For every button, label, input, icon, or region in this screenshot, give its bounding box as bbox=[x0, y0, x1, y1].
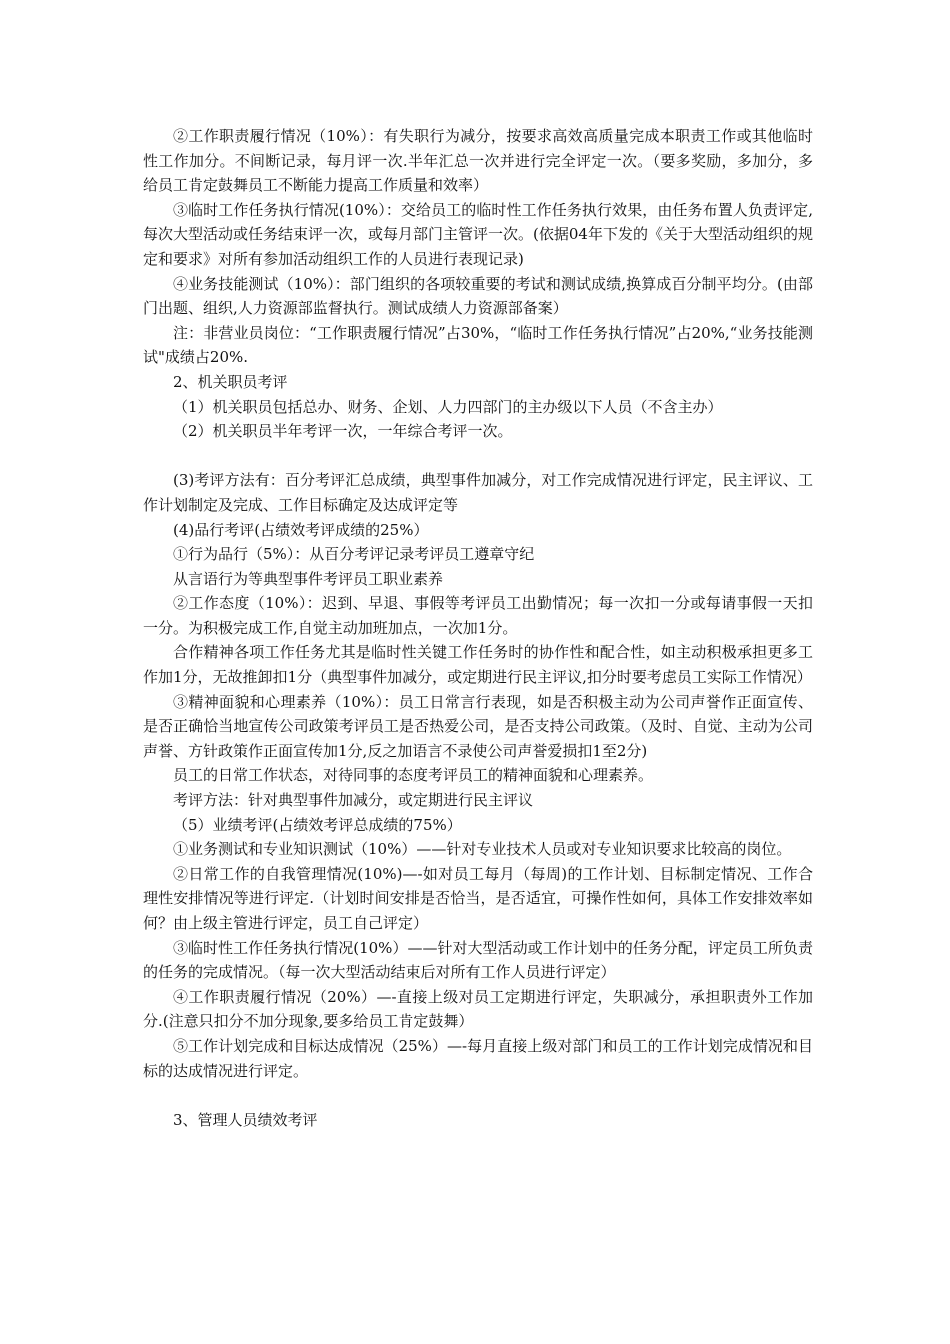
paragraph-self-management: ②日常工作的自我管理情况(10%)—-如对员工每月（每周)的工作计划、目标制定情况、工作合理性安排情况等进行评定.（计划时间安排是否恰当，是否适宜，可操作性如何，具体工作安排效率如何？由上级主管进行评定，员工自己评定） bbox=[143, 864, 813, 932]
paragraph-behavior-conduct: ①行为品行（5%）：从百分考评记录考评员工遵章守纪 bbox=[173, 545, 535, 564]
paragraph-note-non-sales-positions: 注：非营业员岗位：“工作职责履行情况”占30%，“临时工作任务执行情况”占20%,“业务技能测试"成绩占20%. bbox=[143, 323, 813, 367]
paragraph-work-duty-performance: ②工作职责履行情况（10%）：有失职行为减分，按要求高效高质量完成本职责工作或其他临时性工作加分。不间断记录，每月评一次.半年汇总一次并进行完全评定一次。（要多奖励，多加分，多给员工肯定鼓舞员工不断能力提高工作质量和效率） bbox=[143, 127, 813, 195]
paragraph-work-attitude: ②工作态度（10%）：迟到、早退、事假等考评员工出勤情况；每一次扣一分或每请事假一天扣一分。为积极完成工作,自觉主动加班加点，一次加1分。 bbox=[143, 594, 813, 637]
blank-line bbox=[143, 1083, 813, 1108]
paragraph-spirit-and-psychology: ③精神面貌和心理素养（10%）：员工日常言行表现，如是否积极主动为公司声誉作正面宣传、是否正确恰当地宣传公司政策考评员工是否热爱公司，是否支持公司政策。（及时、自觉、主动为公司声誉、方针政策作正面宣传加1分,反之加语言不录使公司声誉爱损扣1至2分) bbox=[143, 692, 813, 760]
paragraph-temporary-task: ③临时性工作任务执行情况(10%）——针对大型活动或工作计划中的任务分配，评定员工所负责的任务的完成情况。（每一次大型活动结束后对所有工作人员进行评定） bbox=[143, 938, 813, 982]
paragraph-plan-and-goal: ⑤工作计划完成和目标达成情况（25%）—-每月直接上级对部门和员工的工作计划完成情况和目标的达成情况进行评定。 bbox=[143, 1036, 813, 1080]
paragraph-daily-work-state: 员工的日常工作状态，对待同事的态度考评员工的精神面貌和心理素养。 bbox=[173, 766, 654, 785]
paragraph-duty-fulfillment: ④工作职责履行情况（20%）—-直接上级对员工定期进行评定，失职减分，承担职责外工作加分.(注意只扣分不加分现象,要多给员工肯定鼓舞） bbox=[143, 987, 813, 1031]
blank-line bbox=[143, 444, 813, 469]
paragraph-temporary-task-execution: ③临时工作任务执行情况(10%）：交给员工的临时性工作任务执行效果，由任务布置人负责评定,每次大型活动或任务结束评一次，或每月部门主管评一次。(依据04年下发的《关于大型活动组织的规定和要求》对所有参加活动组织工作的人员进行表现记录) bbox=[143, 200, 813, 268]
heading-office-staff-evaluation: 2、机关职员考评 bbox=[173, 372, 288, 391]
paragraph-office-staff-scope: （1）机关职员包括总办、财务、企划、人力四部门的主办级以下人员（不含主办） bbox=[173, 397, 723, 416]
document-body bbox=[143, 124, 813, 1132]
paragraph-business-skill-test: ④业务技能测试（10%）：部门组织的各项较重要的考试和测试成绩,换算成百分制平均分。(由部门出题、组织,人力资源部监督执行。测试成绩人力资源部备案） bbox=[143, 274, 813, 318]
heading-performance-evaluation: （5）业绩考评(占绩效考评总成绩的75%） bbox=[173, 815, 462, 834]
paragraph-evaluation-method: 考评方法：针对典型事件加减分，或定期进行民主评议 bbox=[173, 791, 534, 810]
paragraph-knowledge-test: ①业务测试和专业知识测试（10%）——针对专业技术人员或对专业知识要求比较高的岗位。 bbox=[173, 840, 792, 859]
paragraph-evaluation-methods: (3)考评方法有：百分考评汇总成绩，典型事件加减分，对工作完成情况进行评定，民主评议、工作计划制定及完成、工作目标确定及达成评定等 bbox=[143, 471, 813, 514]
paragraph-cooperation-spirit: 合作精神各项工作任务尤其是临时性关键工作任务时的协作性和配合性，如主动积极承担更多工作加1分，无故推卸扣1分（典型事件加减分，或定期进行民主评议,扣分时要考虑员工实际工作情况） bbox=[143, 643, 813, 687]
paragraph-professional-quality: 从言语行为等典型事件考评员工职业素养 bbox=[173, 569, 444, 588]
paragraph-evaluation-frequency: （2）机关职员半年考评一次，一年综合考评一次。 bbox=[173, 422, 513, 441]
heading-conduct-evaluation: (4)品行考评(占绩效考评成绩的25%） bbox=[173, 520, 429, 539]
heading-management-evaluation: 3、管理人员绩效考评 bbox=[173, 1110, 318, 1129]
